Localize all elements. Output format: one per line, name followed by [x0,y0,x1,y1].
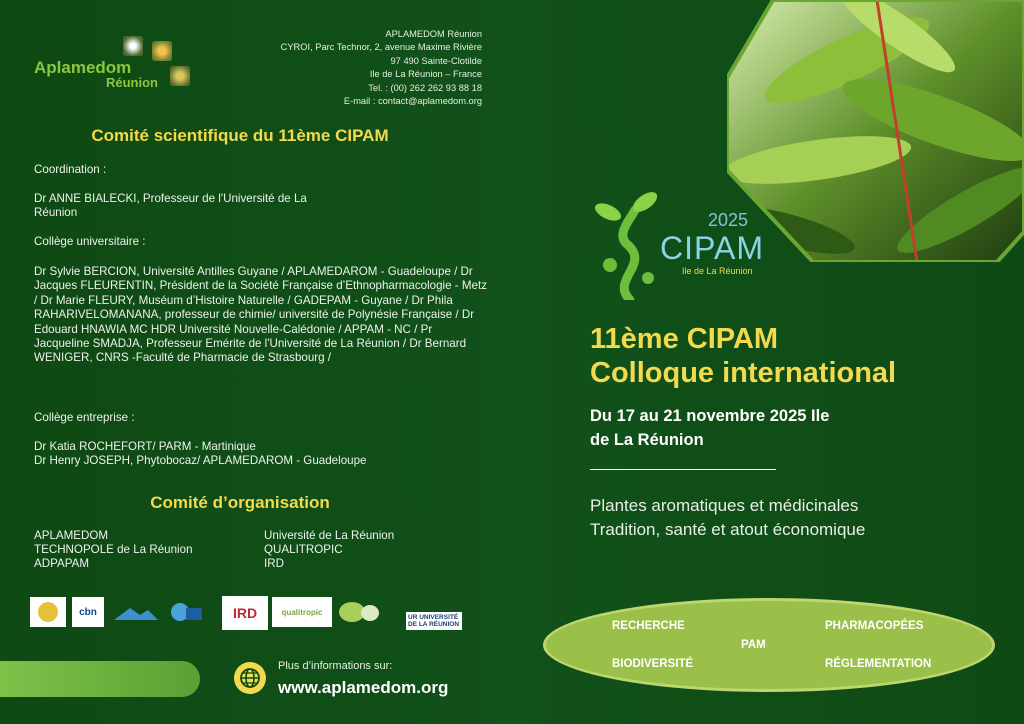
globe-glyph-icon [239,667,261,689]
logo-name: Aplamedom [34,58,132,77]
coordination-label: Coordination : [34,163,107,176]
organisation-member: APLAMEDOM [34,529,109,542]
address-block [222,28,482,108]
event-title-line: 11ème CIPAM [590,323,779,355]
enterprise-member: Dr Henry JOSEPH, Phytobocaz/ APLAMEDAROM - Guadeloupe [34,454,367,467]
organisation-member: TECHNOPOLE de La Réunion [34,543,193,557]
cipam-logo-year: 2025 [708,210,749,230]
address-line: 97 490 Sainte-Clotilde [390,55,482,66]
pillars-ellipse [543,598,995,692]
address-line: CYROI, Parc Technor, 2, avenue Maxime Rivière [280,42,482,53]
partner-logo-leaves [336,597,400,627]
cipam-logo-name: CIPAM [660,230,764,266]
flower-image-3 [170,66,190,86]
cipam-plant-logo-icon [590,190,670,300]
partner-logo-adpapam [166,598,210,630]
leaf-logo-icon [336,597,400,627]
partner-logo-university: UR UNIVERSITÉ DE LA RÉUNION [406,612,462,630]
pillar-research: RECHERCHE [612,620,685,632]
flower-image-2 [152,41,172,61]
organisation-list-left [34,529,193,572]
organisation-member: ADPAPAM [34,557,89,571]
university-college-label: Collège universitaire : [34,235,146,248]
organisation-member: Université de La Réunion [264,529,395,542]
address-email: E-mail : contact@aplamedom.org [343,96,482,107]
mountain-logo-icon [114,604,158,620]
more-info-label: Plus d’informations sur: [278,660,393,672]
event-theme-line: Tradition, santé et atout économique [590,520,866,539]
divider [590,469,776,470]
partner-logo-plants [30,597,66,627]
event-date-line: Du 17 au 21 novembre 2025 Ile [590,407,830,425]
pillar-biodiversity: BIODIVERSITÉ [612,658,694,670]
enterprise-college-label: Collège entreprise : [34,411,135,424]
partner-logo-qualitropic: qualitropic [272,597,332,627]
cipam-logo-subtitle: Ile de La Réunion [682,266,753,276]
partner-logo-ird: IRD [222,596,268,630]
plant-photo [727,0,1024,262]
website-link[interactable]: www.aplamedom.org [278,678,449,697]
plant-emblem-icon [166,598,210,630]
partner-logo-technopole [114,604,158,620]
plant-logo-icon [38,602,58,622]
pillar-pharmacopoeias: PHARMACOPÉES [825,620,924,632]
partner-logo-cbn: cbn [72,597,104,627]
pillar-pam: PAM [741,639,766,651]
event-theme-line: Plantes aromatiques et médicinales [590,496,859,515]
organisation-member: IRD [264,557,284,571]
scientific-committee-heading: Comité scientifique du 11ème CIPAM [91,126,389,145]
organisation-committee-heading: Comité d’organisation [150,493,330,512]
pillar-regulation: RÉGLEMENTATION [825,658,932,670]
flower-image-1 [123,36,143,56]
logo-region: Réunion [106,75,158,90]
coordination-text: Dr ANNE BIALECKI, Professeur de l'Université de La Réunion [34,192,307,220]
address-line: Tel. : (00) 262 262 93 88 18 [368,82,482,93]
address-line: Ile de La Réunion – France [369,69,482,80]
event-theme [590,494,865,542]
university-college-text: Dr Sylvie BERCION, Université Antilles Guyane / APLAMEDAROM - Guadeloupe / Dr Jacques FLEURENTIN, Président de la Société Française d’Ethnopharmacologie - Metz / Dr Marie FLEURY, Muséum d’Histoire Naturelle / GADEPAM - Guyane / Dr Phila RAHARIVELOMANANA, professeur de chimie/ université de Polynésie Française / Dr Edouard HNAWIA MC HDR Université Nouvelle-Calédonie / APPAM - NC / Pr Jacqueline SMADJA, Professeur Emérite de l'Université de La Réunion / Dr Bernard WENIGER, CNRS -Faculté de Pharmacie de Strasbourg / [34,265,488,365]
organisation-member: QUALITROPIC [264,543,343,557]
address-line: APLAMEDOM Réunion [385,29,482,39]
enterprise-member: Dr Katia ROCHEFORT/ PARM - Martinique [34,440,256,453]
event-date-line: de La Réunion [590,431,704,449]
globe-icon [234,662,266,694]
event-title [590,322,896,390]
event-title-line: Colloque international [590,357,897,389]
event-dates [590,404,829,452]
organisation-list-right [264,529,394,572]
decorative-green-bar [0,661,200,697]
